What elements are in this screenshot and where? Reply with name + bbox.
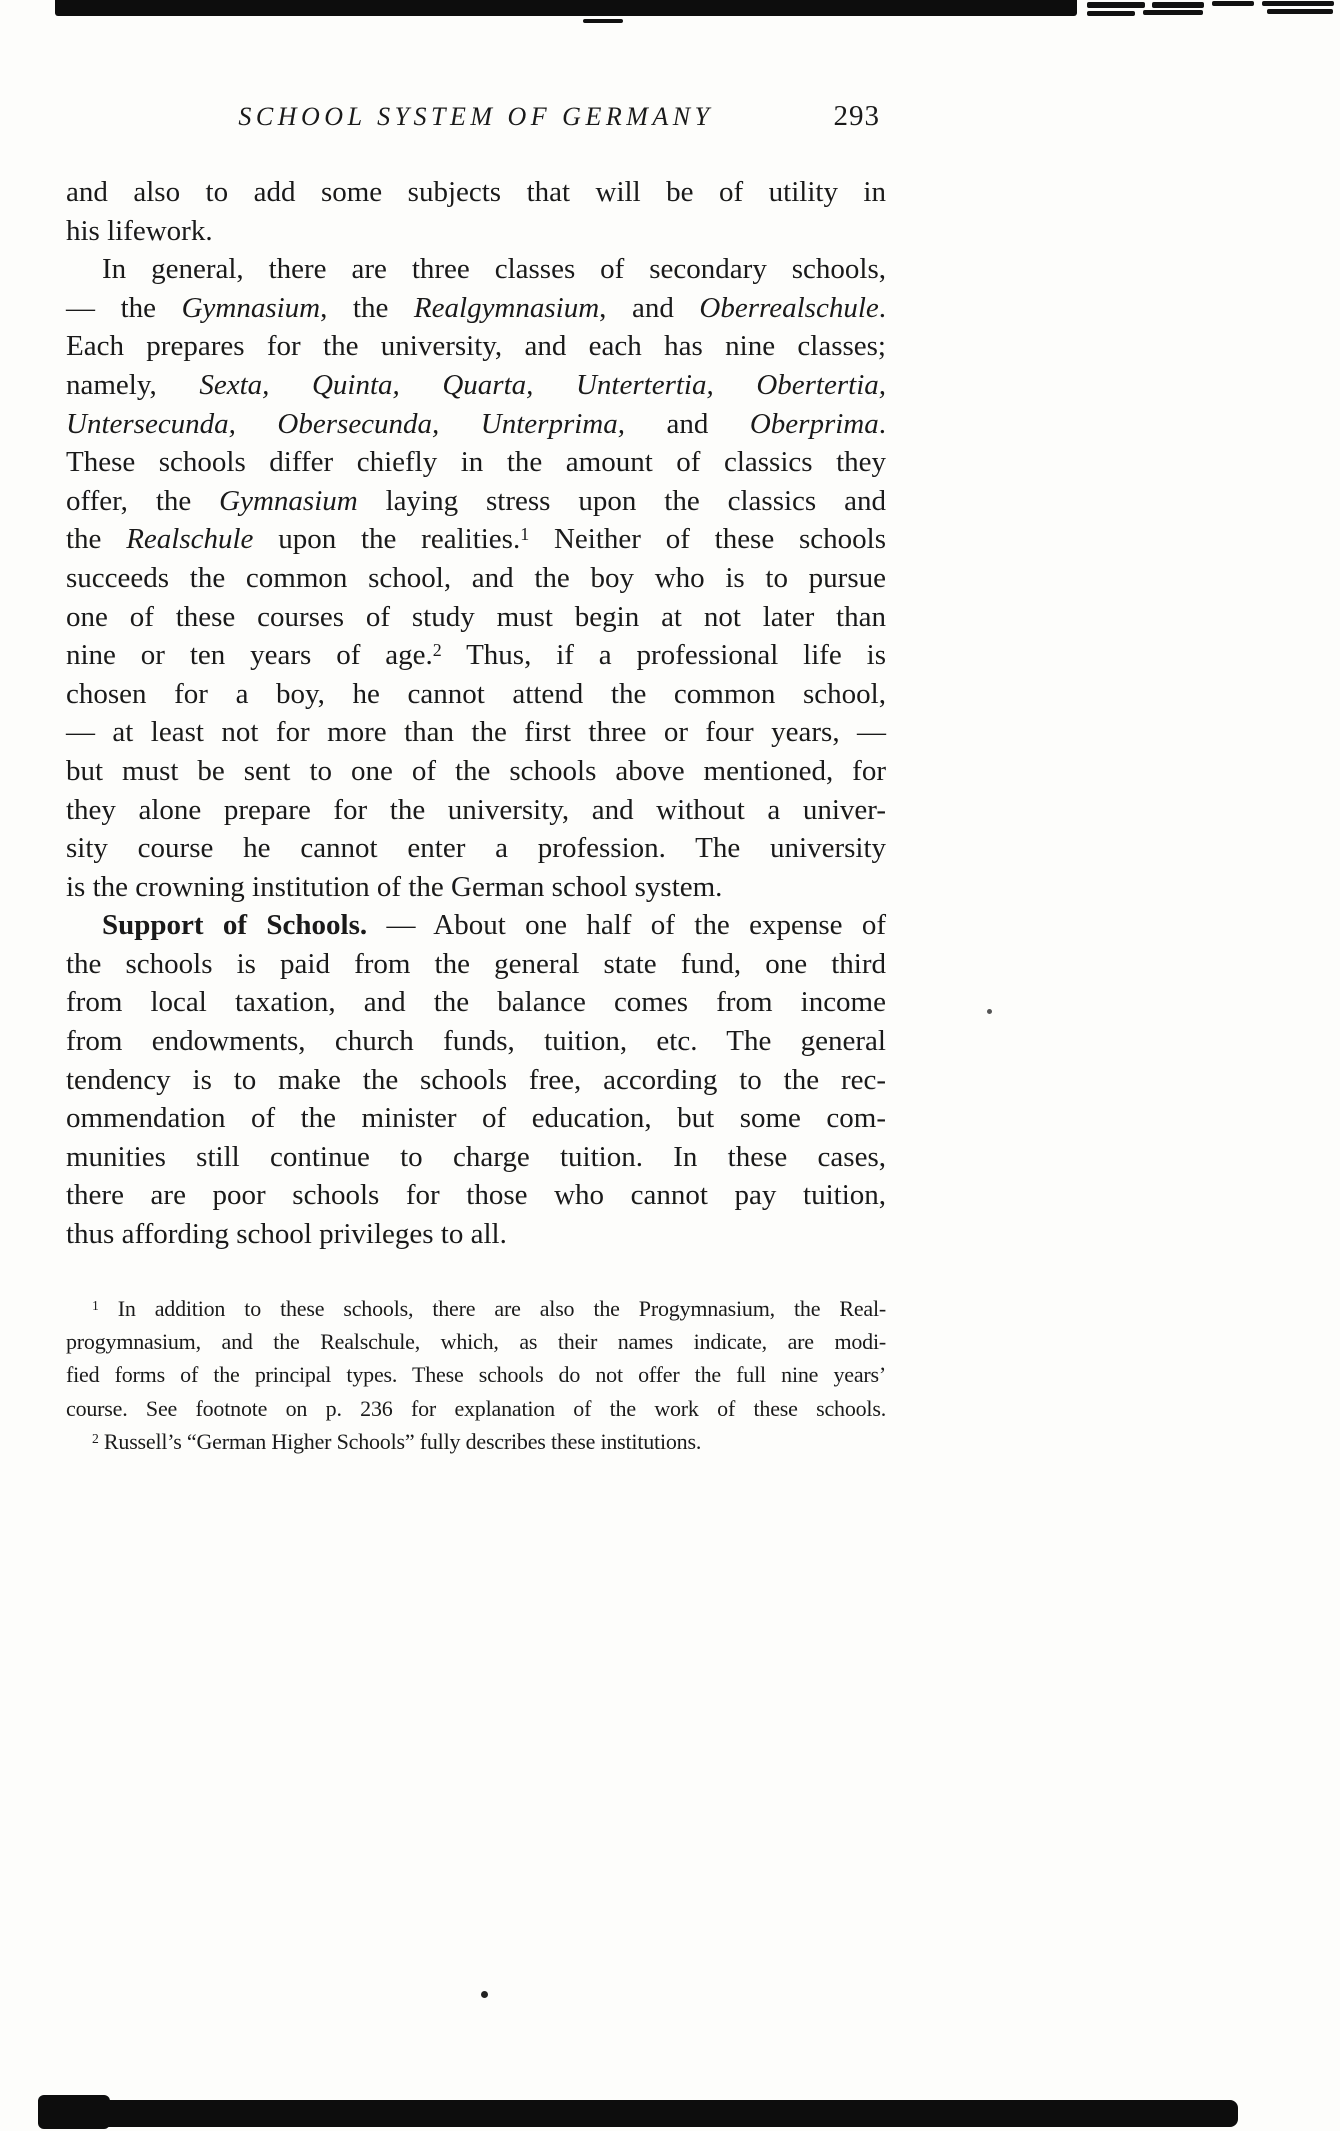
text-line [66, 327, 886, 366]
text-line [66, 559, 886, 598]
text-run: — About one half of the expense of [367, 909, 886, 942]
text-run: Oberrealschule [699, 291, 879, 324]
paragraph-secondary-schools [66, 250, 886, 906]
text-run: Realschule [126, 523, 254, 556]
text-line [66, 636, 886, 675]
text-run: his lifework. [66, 214, 213, 247]
scan-artifact-dash [1152, 2, 1204, 8]
text-run: offer, the [66, 484, 220, 517]
text-run: and [625, 407, 750, 440]
text-run: but must be sent to one of the schools above mentioned, for [66, 754, 886, 787]
text-line [66, 598, 886, 637]
text-line [66, 1099, 886, 1138]
text-line [66, 1176, 886, 1215]
text-run: munities still continue to charge tuition. In these cases, [66, 1140, 886, 1173]
scan-artifact-dash [1087, 11, 1135, 16]
text-run: succeeds the common school, and the boy who is to pursue [66, 561, 886, 594]
scan-artifact-dash [1262, 1, 1334, 6]
text-line [66, 520, 886, 559]
text-run: , the [320, 291, 414, 324]
scan-artifact-top-bar [55, 0, 1077, 16]
scan-artifact-dash [1143, 10, 1203, 15]
text-run: — at least not for more than the first three or four years, — [66, 716, 886, 749]
scan-artifact-dash [1087, 2, 1145, 8]
text-run: from endowments, church funds, tuition, etc. The general [66, 1025, 886, 1058]
text-line [66, 1138, 886, 1177]
text-run: and also to add some subjects that will be of utility in [66, 176, 886, 208]
text-line [66, 675, 886, 714]
text-run: In addition to these schools, there are also the Progymnasium, the Real- [98, 1295, 886, 1321]
text-line [66, 752, 886, 791]
text-run: tendency is to make the schools free, according to the rec- [66, 1063, 886, 1096]
text-line [66, 289, 886, 328]
text-run: one of these courses of study must begin at not later than [66, 600, 886, 633]
text-run: Untersecunda, Obersecunda, Unterprima, [66, 407, 625, 440]
page-content [66, 102, 886, 1459]
text-run: Oberprima [749, 407, 879, 440]
footnote-1 [66, 1292, 886, 1426]
scan-artifact-dash [1267, 9, 1333, 14]
text-line [66, 1425, 886, 1458]
text-run: there are poor schools for those who cannot pay tuition, [66, 1179, 886, 1212]
text-run: Support of Schools. [102, 909, 368, 942]
text-line [66, 713, 886, 752]
scan-artifact-dot [481, 1991, 488, 1998]
footnote-marker: 1 [520, 524, 530, 545]
running-header [66, 102, 886, 140]
text-line [66, 250, 886, 289]
text-run: In general, there are three classes of secondary schools, [102, 253, 886, 286]
text-run: ommendation of the minister of education, but some com- [66, 1102, 886, 1135]
text-line [66, 366, 886, 405]
body-text [66, 173, 886, 1254]
text-run: laying stress upon the classics and [357, 484, 886, 517]
text-run: Neither of these schools [529, 523, 886, 556]
page-number: 293 [833, 100, 880, 132]
scan-artifact-dot [987, 1009, 992, 1014]
text-line [66, 1358, 886, 1391]
text-run: thus affording school privileges to all. [66, 1218, 507, 1251]
text-line [66, 1392, 886, 1425]
scan-artifact-bottom-bar [38, 2100, 1238, 2127]
text-run: they alone prepare for the university, and without a univer- [66, 793, 886, 826]
text-run: the schools is paid from the general state fund, one third [66, 947, 886, 980]
text-line [66, 1325, 886, 1358]
text-run: course. See footnote on p. 236 for explanation of the work of these schools. [66, 1395, 886, 1421]
text-run: Each prepares for the university, and each has nine classes; [66, 330, 886, 363]
text-line [66, 405, 886, 444]
scan-artifact-bottom-bar [38, 2095, 110, 2129]
text-run: Gymnasium [181, 291, 321, 324]
text-run: Sexta, Quinta, Quarta, Untertertia, Obertertia, [199, 368, 886, 401]
text-line [66, 1061, 886, 1100]
text-run: chosen for a boy, he cannot attend the common school, [66, 677, 886, 710]
text-run: namely, [66, 368, 200, 401]
scan-artifact-dash [583, 19, 623, 23]
text-run: — the [66, 291, 182, 324]
text-line [66, 173, 886, 212]
text-line [66, 945, 886, 984]
text-line [66, 443, 886, 482]
text-line [66, 791, 886, 830]
text-run: Thus, if a professional life is [441, 639, 887, 672]
text-line [66, 1215, 886, 1254]
text-line [66, 1292, 886, 1325]
text-run: . [878, 407, 886, 440]
text-run: sity course he cannot enter a profession. The university [66, 832, 886, 865]
page-title: SCHOOL SYSTEM OF GERMANY [238, 102, 714, 131]
text-line [66, 983, 886, 1022]
text-run: Gymnasium [219, 484, 358, 517]
text-run: progymnasium, and the Realschule, which, as their names indicate, are modi- [66, 1329, 886, 1355]
text-line [66, 906, 886, 945]
text-run: Russell’s “German Higher Schools” fully describes these institutions. [98, 1429, 702, 1455]
text-line [66, 868, 886, 907]
text-run: nine or ten years of age. [66, 639, 433, 672]
text-run: from local taxation, and the balance comes from income [66, 986, 886, 1019]
footnotes [66, 1292, 886, 1459]
footnote-marker: 2 [92, 1431, 99, 1447]
footnote-marker: 2 [432, 640, 442, 661]
footnote-2 [66, 1425, 886, 1458]
text-run: Realgymnasium [413, 291, 600, 324]
text-line [66, 829, 886, 868]
text-run: is the crowning institution of the German school system. [66, 870, 723, 903]
scan-artifact-dash [1212, 1, 1254, 6]
text-line [66, 1022, 886, 1061]
footnote-marker: 1 [92, 1297, 99, 1313]
text-run: , and [599, 291, 700, 324]
paragraph-support-of-schools [66, 906, 886, 1253]
text-run: fied forms of the principal types. These schools do not offer the full nine years’ [66, 1362, 886, 1388]
text-run: the [66, 523, 127, 556]
paragraph-continuation [66, 173, 886, 250]
text-run: upon the realities. [253, 523, 521, 556]
text-line [66, 482, 886, 521]
text-line [66, 212, 886, 251]
text-run: These schools differ chiefly in the amount of classics they [66, 446, 886, 479]
text-run: . [878, 291, 886, 324]
